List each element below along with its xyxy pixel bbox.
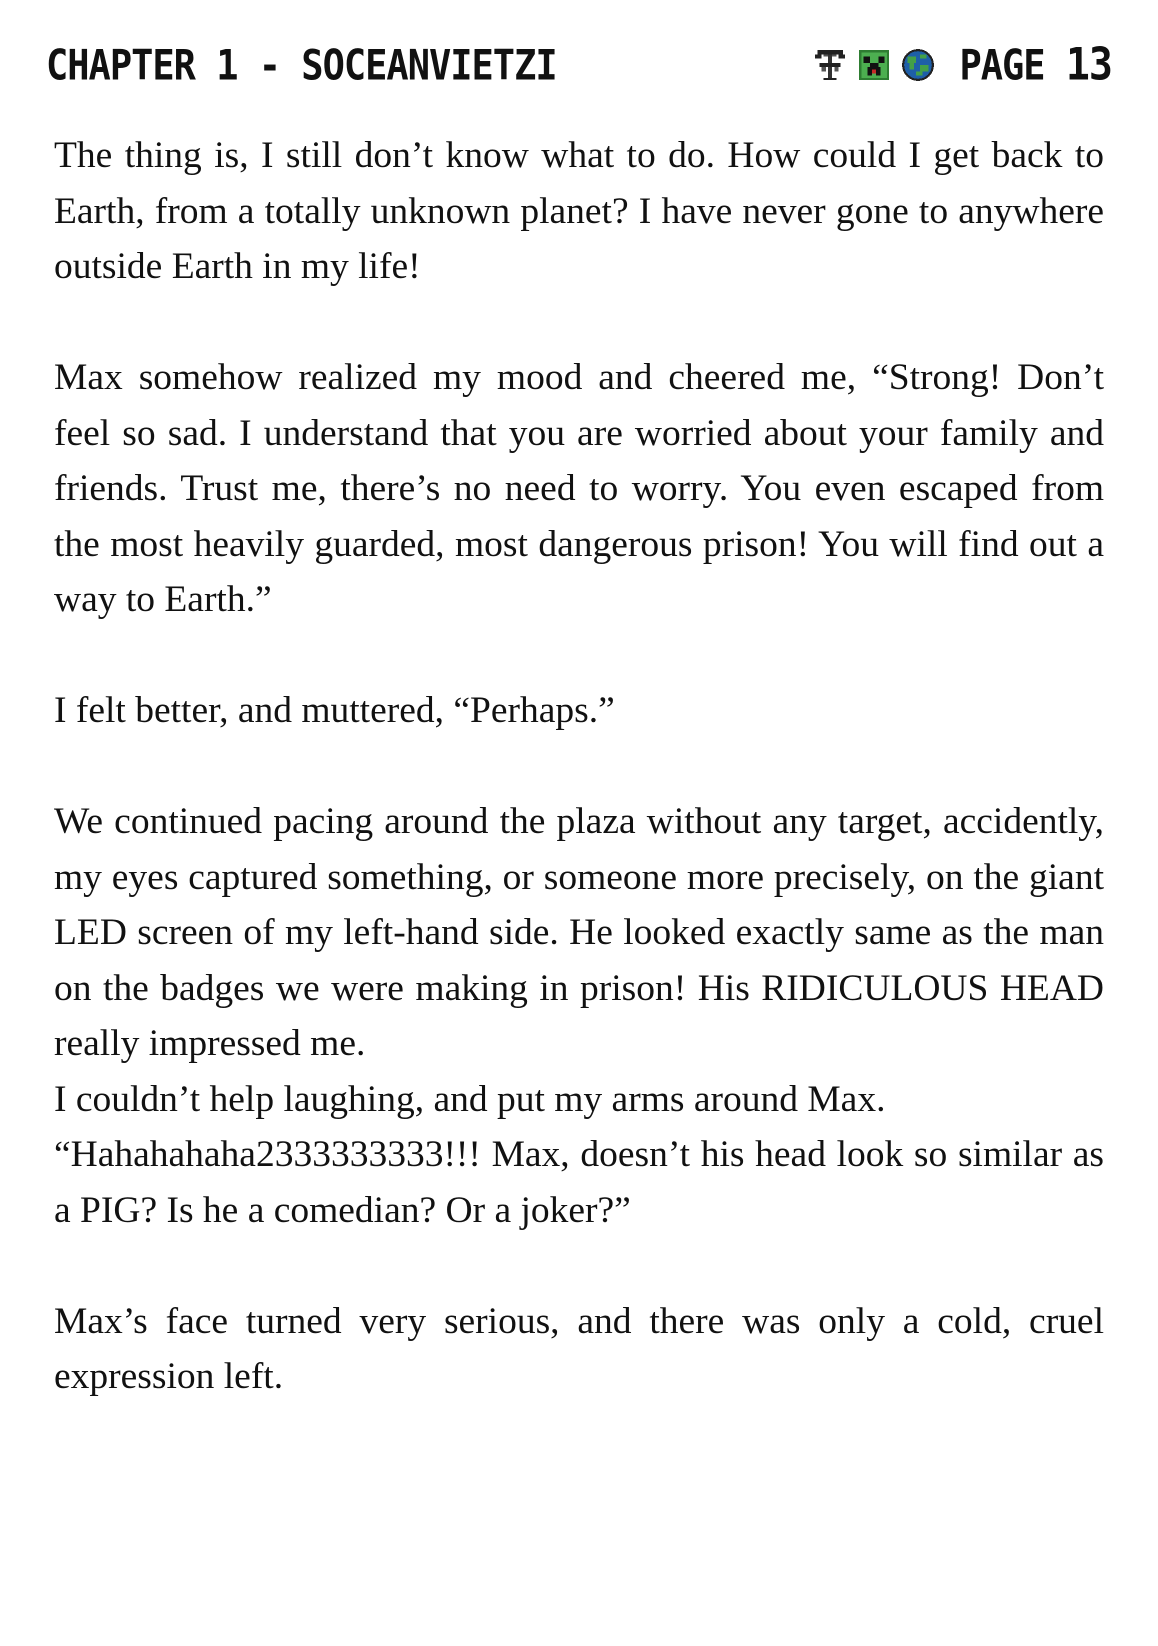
story-body <box>54 128 1104 1405</box>
paragraph: Max somehow realized my mood and cheered me, “Strong! Don’t feel so sad. I understand that you are worried about your family and friends. Trust me, there’s no need to worry. You even escaped from the most heavily guarded, most dangerous prison! You will find out a way to Earth.” <box>54 357 1104 620</box>
creeper-face-icon <box>857 48 891 82</box>
header-right <box>813 39 1112 91</box>
page-header <box>46 38 1112 92</box>
chapter-title: CHAPTER 1 - SOCEANVIETZI <box>46 40 557 90</box>
page-prefix: PAGE <box>959 41 1045 90</box>
paragraph: “Hahahahaha2333333333!!! Max, doesn’t his head look so similar as a PIG? Is he a comedian? Or a joker?” <box>54 1134 1104 1231</box>
page-label <box>959 39 1112 91</box>
paragraph: I felt better, and muttered, “Perhaps.” <box>54 690 615 731</box>
paragraph: The thing is, I still don’t know what to do. How could I get back to Earth, from a totally unknown planet? I have never gone to anywhere outside Earth in my life! <box>54 135 1104 287</box>
paragraph: I couldn’t help laughing, and put my arms around Max. <box>54 1078 886 1120</box>
paragraph: Max’s face turned very serious, and there was only a cold, cruel expression left. <box>54 1300 1104 1397</box>
earth-globe-icon <box>901 48 935 82</box>
paragraph: We continued pacing around the plaza without any target, accidently, my eyes captured something, or someone more precisely, on the giant LED screen of my left-hand side. He looked exactly same as the man on the badges we were making in prison! His RIDICULOUS HEAD really impressed me. <box>54 801 1104 1064</box>
palm-tree-icon <box>813 48 847 82</box>
page-number: 13 <box>1065 39 1112 91</box>
